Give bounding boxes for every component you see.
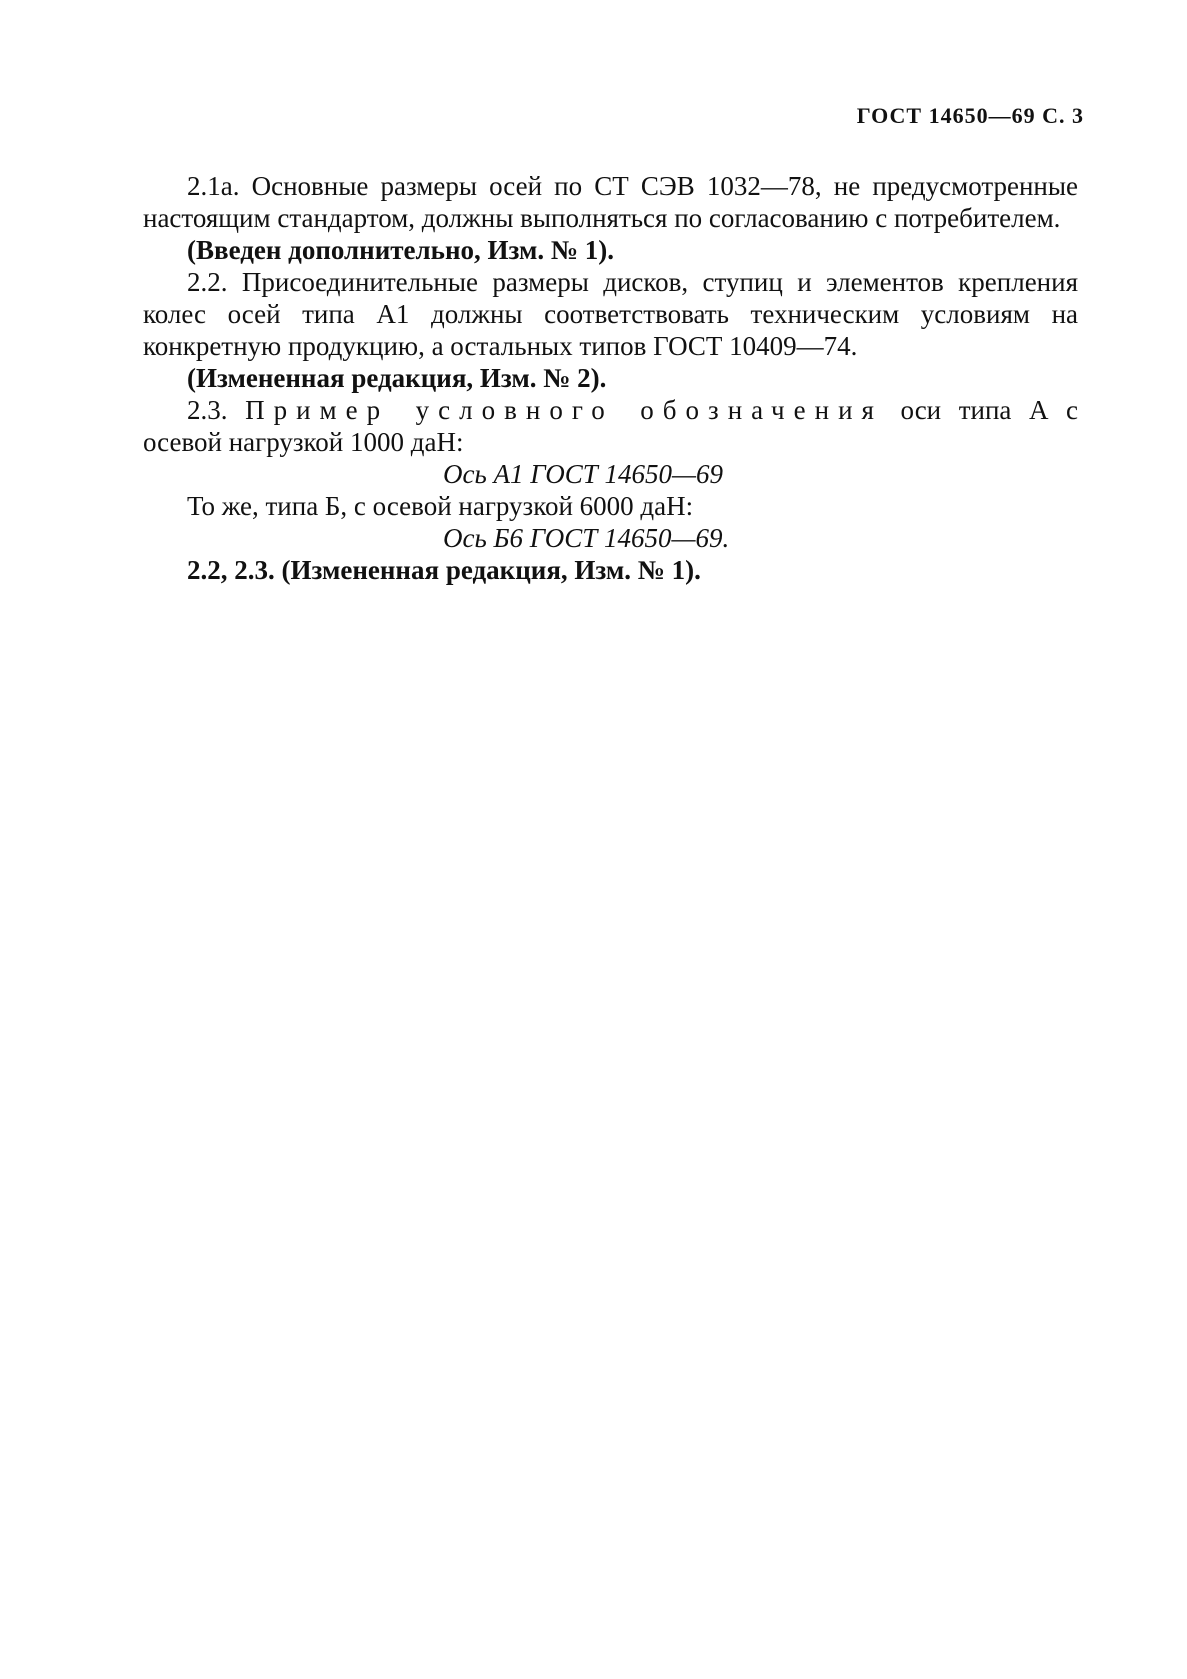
paragraph-spaced-heading: Пример условного обозначения [245, 395, 883, 425]
paragraph-text: Присоединительные размеры дисков, ступиц и элементов крепления колес осей типа А1 должны соответствовать техническим условиям на конкретную продукцию, а остальных типов ГОСТ 10409—74. [143, 267, 1078, 361]
paragraph-text: оси типа А с осевой нагрузкой 1000 даН: [143, 395, 1078, 457]
paragraph-2-1a [143, 170, 1078, 234]
designation-example-2: Ось Б6 ГОСТ 14650—69. [443, 523, 730, 553]
amendment-note-3: 2.2, 2.3. (Измененная редакция, Изм. № 1). [187, 555, 701, 585]
paragraph-number: 2.3. [187, 395, 228, 425]
amendment-note-2: (Измененная редакция, Изм. № 2). [187, 363, 607, 393]
paragraph-text: Основные размеры осей по СТ СЭВ 1032—78, не предусмотренные настоящим стандартом, должны выполняться по согласованию с потребителем. [143, 171, 1078, 233]
paragraph-2-2 [143, 266, 1078, 362]
same-type-b-text: То же, типа Б, с осевой нагрузкой 6000 даН: [187, 491, 694, 521]
paragraph-2-3 [143, 394, 1078, 458]
paragraph-number: 2.2. [187, 267, 228, 297]
document-body [143, 170, 1078, 586]
paragraph-number: 2.1а. [187, 171, 240, 201]
page-header: ГОСТ 14650—69 С. 3 [856, 103, 1084, 128]
amendment-note-1: (Введен дополнительно, Изм. № 1). [187, 235, 614, 265]
designation-example-1: Ось А1 ГОСТ 14650—69 [443, 459, 724, 489]
